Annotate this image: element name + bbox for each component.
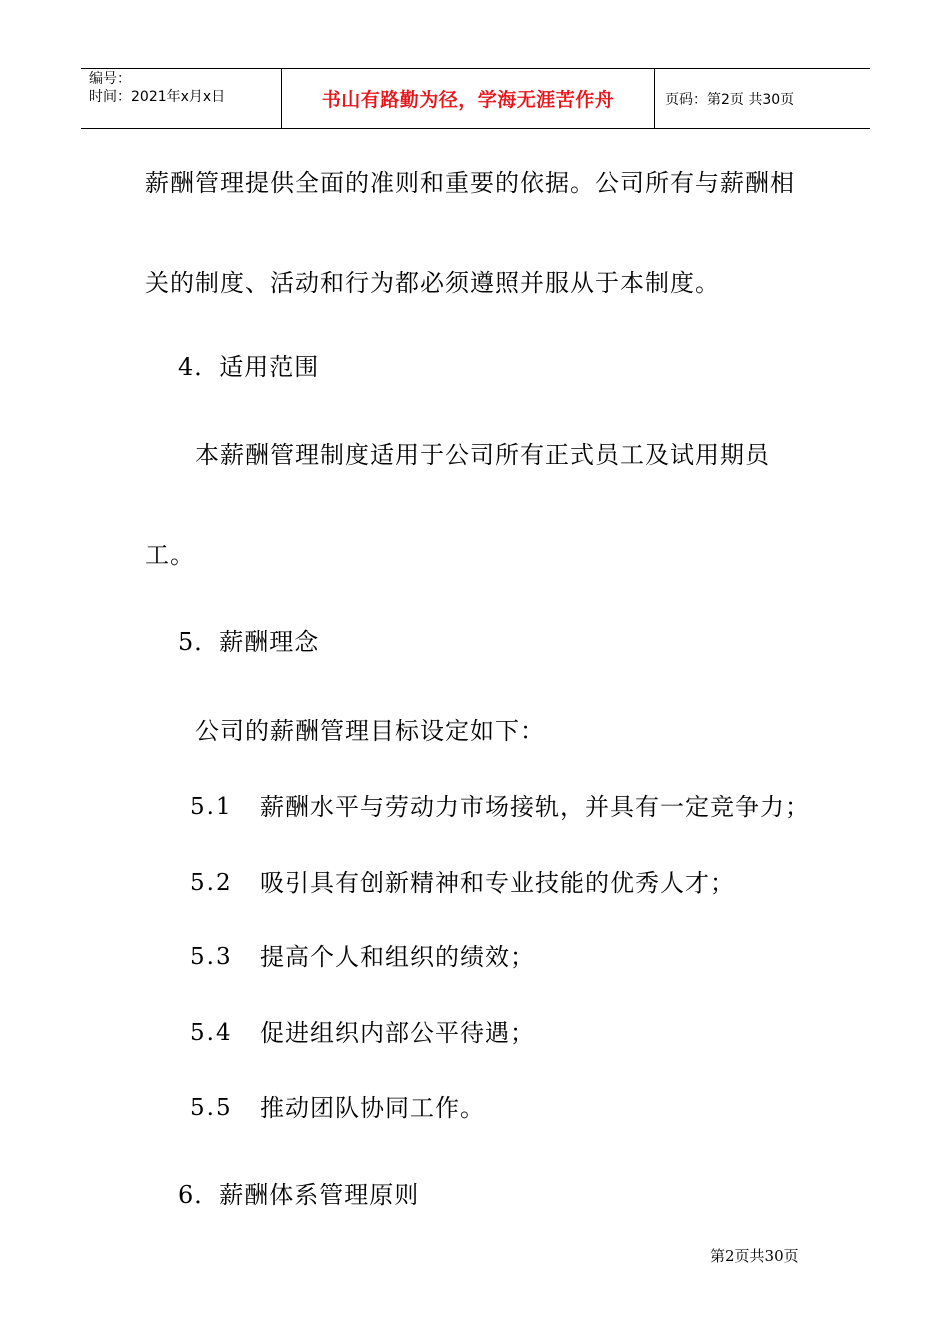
list-item-text: 吸引具有创新精神和专业技能的优秀人才； <box>260 869 735 897</box>
list-item-number: 5.4 <box>190 1020 233 1046</box>
list-item-number: 5.2 <box>190 870 233 896</box>
list-item-number: 5.3 <box>190 944 233 970</box>
document-number-label: 编号： <box>89 71 131 87</box>
page-header <box>81 68 870 129</box>
list-item-text: 薪酬水平与劳动力市场接轨，并具有一定竞争力； <box>260 793 810 821</box>
section-5-title: 5．薪酬理念 <box>178 628 320 656</box>
list-item-text: 推动团队协同工作。 <box>260 1094 485 1122</box>
list-item-text: 促进组织内部公平待遇； <box>260 1019 535 1047</box>
header-motto-cell <box>282 69 655 128</box>
header-page-cell <box>655 69 870 128</box>
page-footer-number: 第2页共30页 <box>710 1247 799 1265</box>
section-4-title: 4．适用范围 <box>178 353 320 381</box>
document-time-label: 时间：2021年x月x日 <box>89 89 226 105</box>
header-page-number: 页码：第2页 共30页 <box>665 91 795 108</box>
list-item-number: 5.5 <box>190 1095 233 1121</box>
section-4-text-line-1: 本薪酬管理制度适用于公司所有正式员工及试用期员 <box>195 441 770 469</box>
section-6-title: 6．薪酬体系管理原则 <box>178 1181 420 1209</box>
header-info-cell <box>81 69 282 128</box>
body-line-2: 关的制度、活动和行为都必须遵照并服从于本制度。 <box>145 269 720 297</box>
section-4-text-line-2: 工。 <box>145 541 195 569</box>
section-5-intro: 公司的薪酬管理目标设定如下： <box>195 717 545 745</box>
body-line-1: 薪酬管理提供全面的准则和重要的依据。公司所有与薪酬相 <box>145 169 795 197</box>
list-item-number: 5.1 <box>190 794 233 820</box>
list-item-text: 提高个人和组织的绩效； <box>260 943 535 971</box>
header-motto: 书山有路勤为径，学海无涯苦作舟 <box>321 89 615 111</box>
